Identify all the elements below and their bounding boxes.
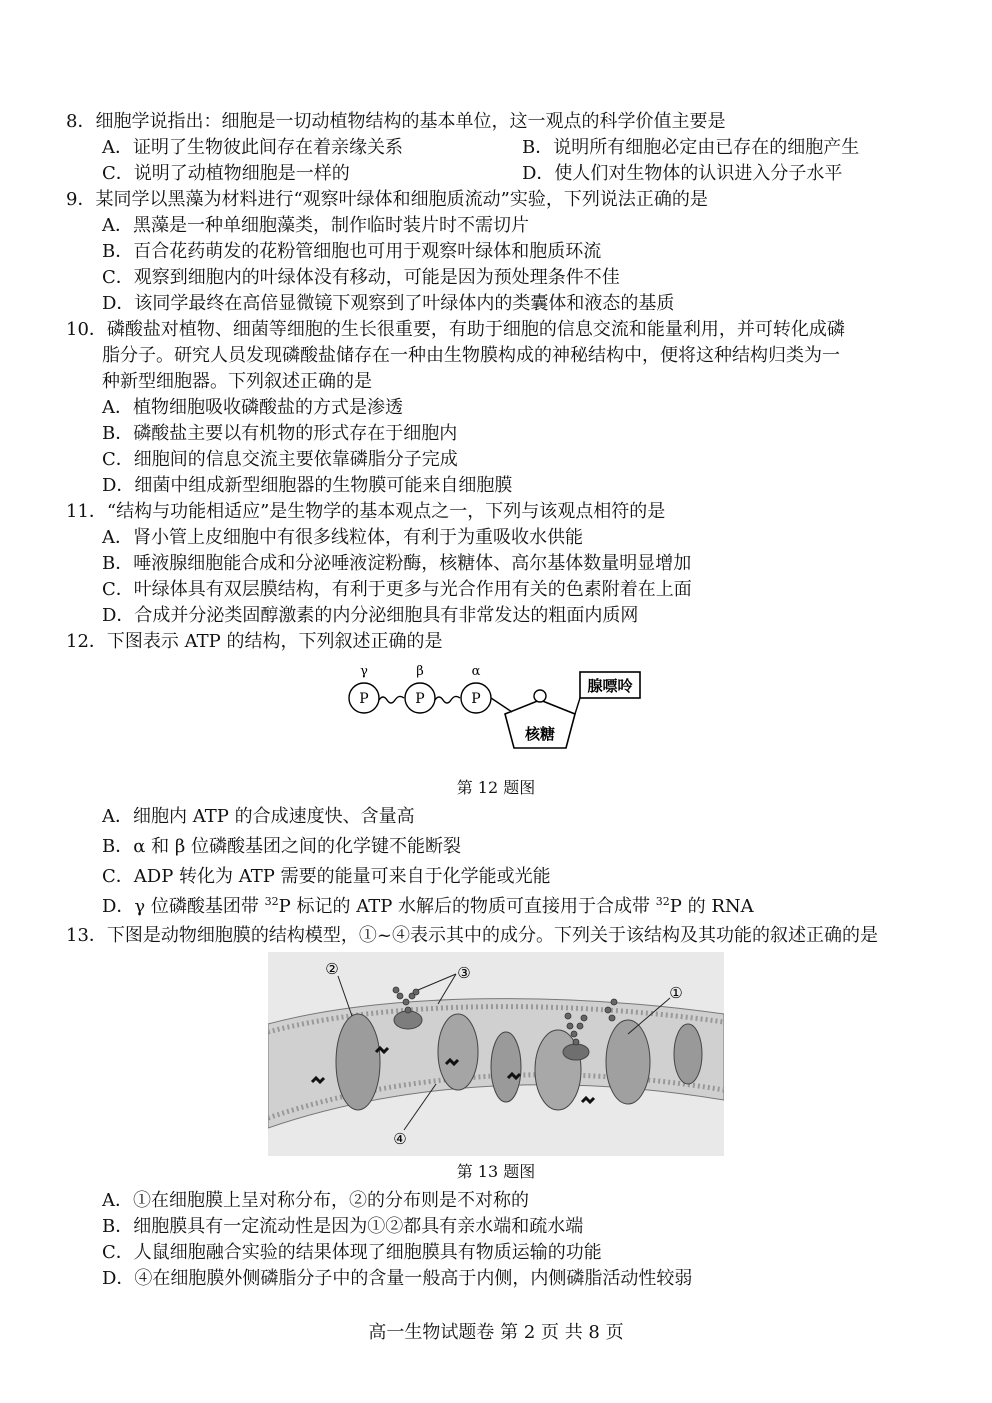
- high-energy-bond-1-icon: [379, 696, 404, 703]
- high-energy-bond-2-icon: [435, 696, 460, 703]
- phosphate-ribose-bond-icon: [491, 698, 512, 712]
- phosphate-p-2: P: [415, 691, 425, 707]
- q10-option-c: C．细胞间的信息交流主要依靠磷脂分子完成: [102, 449, 458, 470]
- transmembrane-protein-6-icon: [674, 1024, 702, 1084]
- gamma-label: γ: [360, 664, 368, 679]
- component-label-2: ②: [325, 960, 339, 978]
- transmembrane-protein-1-icon: [336, 1014, 380, 1110]
- cholesterol-1-icon: [312, 1078, 324, 1082]
- q12-option-d-sup1: 32: [264, 895, 279, 908]
- cholesterol-3-icon: [446, 1060, 458, 1064]
- q9-stem: 9．某同学以黑藻为材料进行“观察叶绿体和细胞质流动”实验，下列说法正确的是: [66, 189, 708, 210]
- q11-option-b: B．唾液腺细胞能合成和分泌唾液淀粉酶，核糖体、高尔基体数量明显增加: [102, 553, 692, 574]
- transmembrane-protein-5-icon: [606, 1020, 650, 1104]
- q13-option-a: A．①在细胞膜上呈对称分布，②的分布则是不对称的: [102, 1190, 529, 1211]
- peripheral-protein-2-icon: [563, 1044, 589, 1060]
- q12-option-d-part2: P 标记的 ATP 水解后的物质可直接用于合成带: [278, 896, 656, 917]
- peripheral-protein-1-icon: [394, 1011, 422, 1029]
- ribose-label: 核糖: [524, 725, 556, 743]
- page-footer: 高一生物试题卷 第 2 页 共 8 页: [368, 1322, 624, 1343]
- cholesterol-4-icon: [508, 1074, 520, 1078]
- q9-option-b: B．百合花药萌发的花粉管细胞也可用于观察叶绿体和胞质环流: [102, 241, 602, 262]
- q9-option-a: A．黑藻是一种单细胞藻类，制作临时装片时不需切片: [102, 215, 529, 236]
- q10-option-a: A．植物细胞吸收磷酸盐的方式是渗透: [102, 397, 403, 418]
- q10-stem-line3: 种新型细胞器。下列叙述正确的是: [102, 371, 372, 392]
- cholesterol-5-icon: [582, 1098, 594, 1102]
- transmembrane-protein-2-icon: [438, 1014, 478, 1090]
- q10-option-b: B．磷酸盐主要以有机物的形式存在于细胞内: [102, 423, 458, 444]
- q13-option-d: D．④在细胞膜外侧磷脂分子中的含量一般高于内侧，内侧磷脂活动性较弱: [102, 1268, 693, 1289]
- cholesterol-2-icon: [376, 1048, 388, 1052]
- q9-option-c: C．观察到细胞内的叶绿体没有移动，可能是因为预处理条件不佳: [102, 267, 620, 288]
- q9-option-d: D．该同学最终在高倍显微镜下观察到了叶绿体内的类囊体和液态的基质: [102, 293, 675, 314]
- q12-option-d-sup2: 32: [655, 895, 670, 908]
- q11-option-a: A．肾小管上皮细胞中有很多线粒体，有利于为重吸收水供能: [102, 527, 583, 548]
- q10-option-d: D．细菌中组成新型细胞器的生物膜可能来自细胞膜: [102, 475, 513, 496]
- q12-figure-caption: 第 12 题图: [456, 778, 536, 797]
- adenine-label: 腺嘌呤: [587, 677, 633, 695]
- ribose-oxygen-icon: [534, 690, 546, 702]
- q11-option-d: D．合成并分泌类固醇激素的内分泌细胞具有非常发达的粗面内质网: [102, 605, 639, 626]
- beta-label: β: [416, 664, 424, 679]
- cell-membrane-figure: [268, 952, 724, 1156]
- q12-option-d-part3: P 的 RNA: [669, 896, 754, 917]
- q12-stem: 12．下图表示 ATP 的结构，下列叙述正确的是: [66, 631, 443, 652]
- q8-option-d: D．使人们对生物体的认识进入分子水平: [522, 163, 843, 184]
- q11-stem: 11．“结构与功能相适应”是生物学的基本观点之一，下列与该观点相符的是: [66, 501, 666, 522]
- q8-stem: 8．细胞学说指出：细胞是一切动植物结构的基本单位，这一观点的科学价值主要是: [66, 111, 726, 132]
- q12-option-d-part1: D．γ 位磷酸基团带: [102, 896, 265, 917]
- q13-stem: 13．下图是动物细胞膜的结构模型，①~④表示其中的成分。下列关于该结构及其功能的叙述正确的是: [66, 925, 878, 946]
- atp-structure-figure: [340, 662, 650, 758]
- q10-stem-line1: 10．磷酸盐对植物、细菌等细胞的生长很重要，有助于细胞的信息交流和能量利用，并可转化成磷: [66, 319, 845, 340]
- q12-option-d: [102, 896, 754, 918]
- component-label-3: ③: [457, 964, 471, 982]
- component-label-1: ①: [669, 984, 683, 1002]
- phosphate-p-1: P: [359, 691, 369, 707]
- phosphate-p-3: P: [471, 691, 481, 707]
- q10-stem-line2: 脂分子。研究人员发现磷酸盐储存在一种由生物膜构成的神秘结构中，便将这种结构归类为一: [102, 345, 840, 366]
- component-label-4: ④: [393, 1130, 407, 1148]
- q8-option-a: A．证明了生物彼此间存在着亲缘关系: [102, 137, 403, 158]
- q8-option-c: C．说明了动植物细胞是一样的: [102, 163, 350, 184]
- q13-option-c: C．人鼠细胞融合实验的结果体现了细胞膜具有物质运输的功能: [102, 1242, 602, 1263]
- q13-figure-caption: 第 13 题图: [456, 1162, 536, 1181]
- q8-option-b: B．说明所有细胞必定由已存在的细胞产生: [522, 137, 860, 158]
- q13-option-b: B．细胞膜具有一定流动性是因为①②都具有亲水端和疏水端: [102, 1216, 584, 1237]
- q12-option-b: B．α 和 β 位磷酸基团之间的化学键不能断裂: [102, 836, 461, 857]
- q11-option-c: C．叶绿体具有双层膜结构，有利于更多与光合作用有关的色素附着在上面: [102, 579, 692, 600]
- ribose-base-bond-icon: [575, 698, 580, 714]
- alpha-label: α: [471, 664, 481, 679]
- q12-option-c: C．ADP 转化为 ATP 需要的能量可来自于化学能或光能: [102, 866, 551, 887]
- q12-option-a: A．细胞内 ATP 的合成速度快、含量高: [102, 806, 415, 827]
- transmembrane-protein-3-icon: [491, 1032, 521, 1102]
